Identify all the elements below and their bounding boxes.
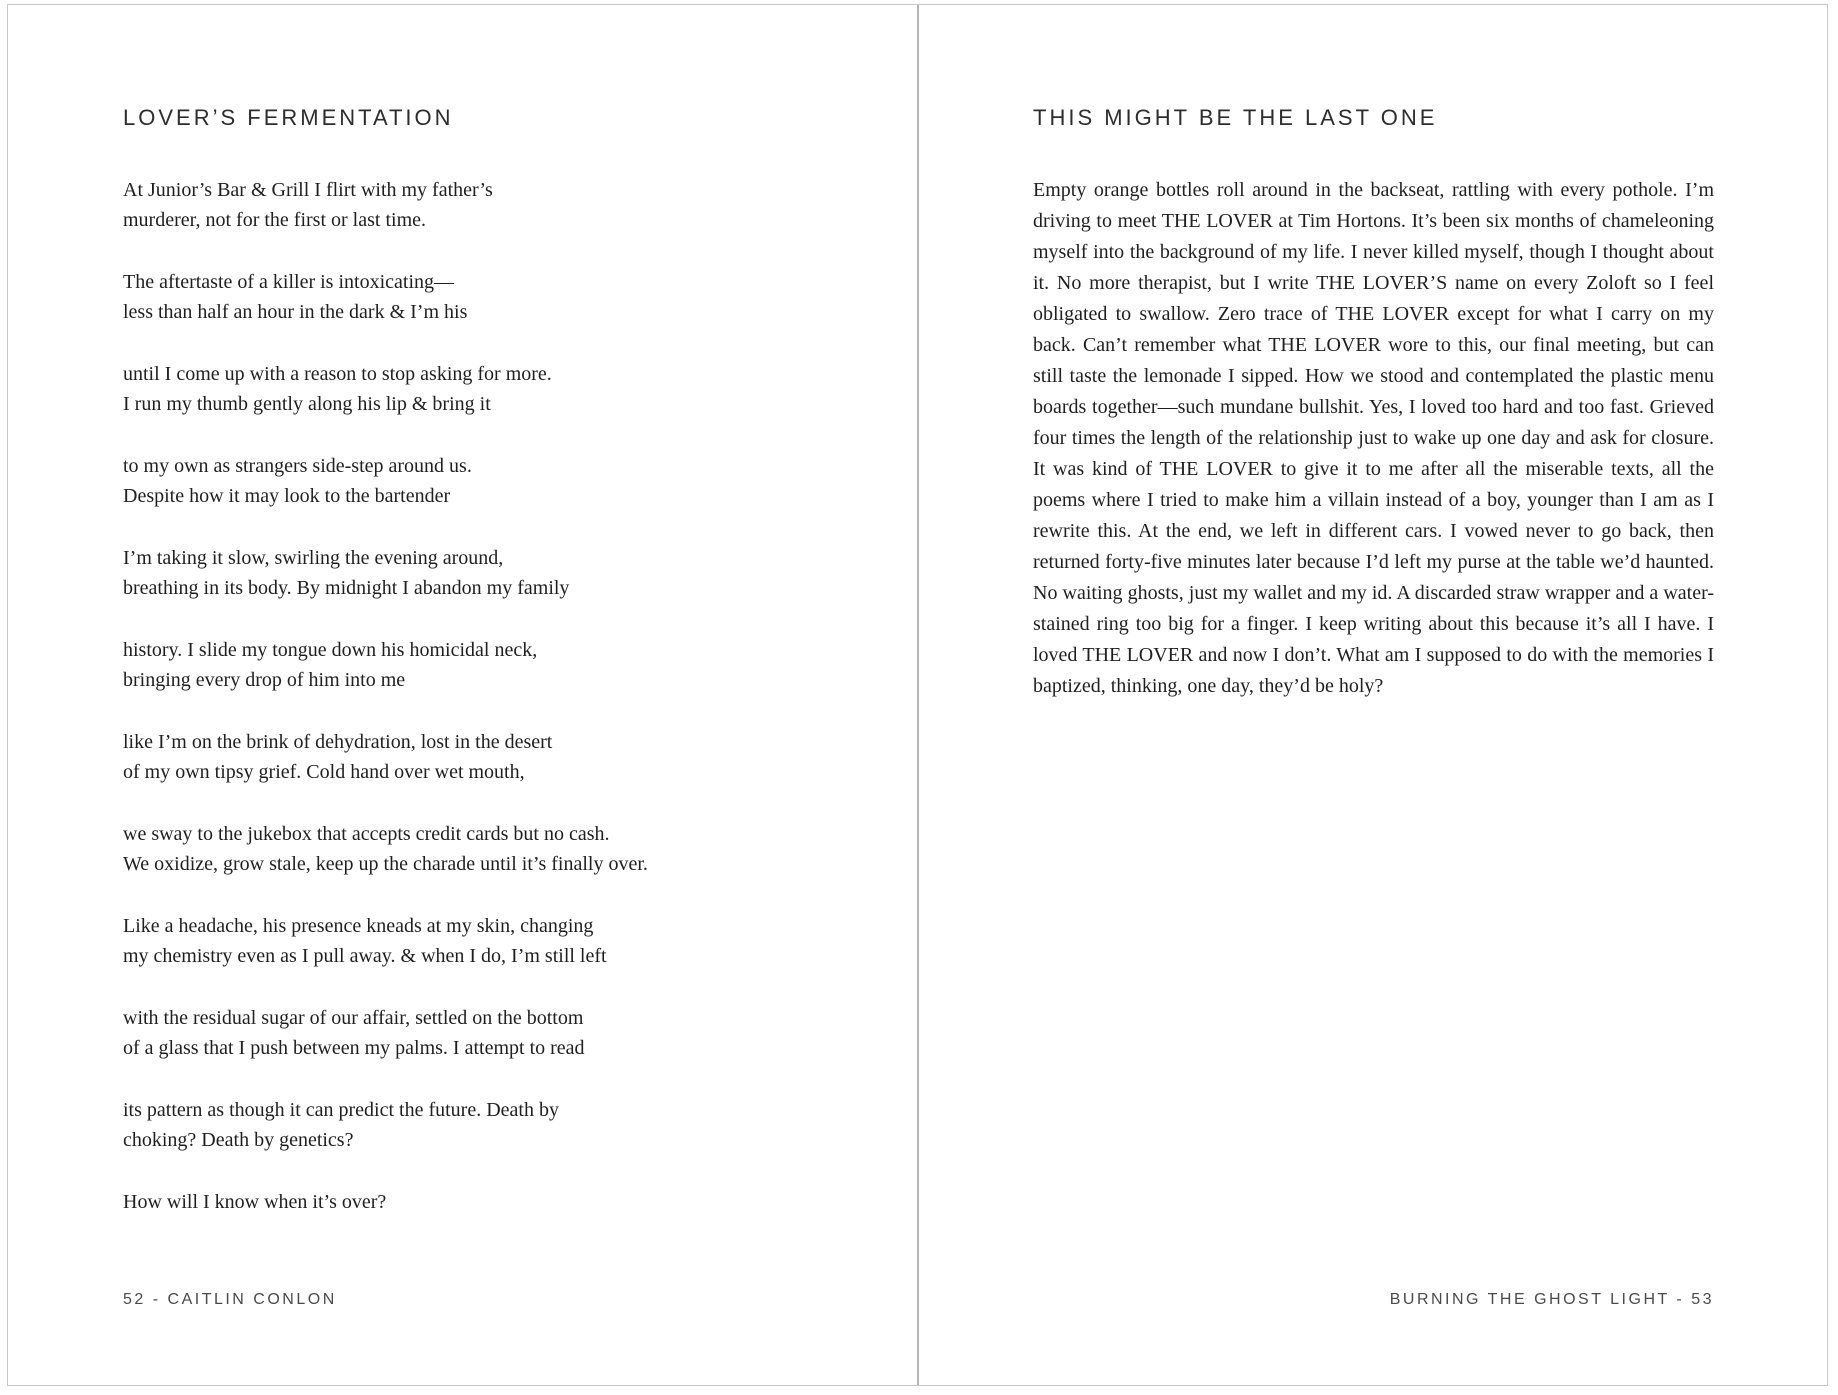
stanza [123, 267, 833, 327]
poem-line: of a glass that I push between my palms. I attempt to read [123, 1037, 585, 1059]
poem-line: like I’m on the brink of dehydration, lost in the desert [123, 731, 553, 753]
stanza [123, 451, 833, 511]
poem-line: with the residual sugar of our affair, settled on the bottom [123, 1007, 584, 1029]
poem-line: until I come up with a reason to stop asking for more. [123, 363, 552, 385]
stanza [123, 1095, 833, 1155]
poem-line: less than half an hour in the dark & I’m his [123, 301, 468, 323]
left-page-title: LOVER’S FERMENTATION [123, 105, 454, 130]
stanza [123, 727, 833, 787]
right-page-title: THIS MIGHT BE THE LAST ONE [1033, 105, 1438, 130]
poem-line: The aftertaste of a killer is intoxicating— [123, 271, 454, 293]
poem-body [123, 175, 833, 1217]
poem-line: I run my thumb gently along his lip & bring it [123, 393, 491, 415]
stanza [123, 175, 833, 235]
poem-line: breathing in its body. By midnight I abandon my family [123, 577, 570, 599]
poem-line: its pattern as though it can predict the future. Death by [123, 1099, 559, 1121]
stanza [123, 911, 833, 971]
poem-line: Like a headache, his presence kneads at my skin, changing [123, 915, 594, 937]
stanza [123, 543, 833, 603]
stanza [123, 1187, 833, 1217]
stanza [123, 359, 833, 419]
left-page [8, 5, 918, 1385]
poem-line: my chemistry even as I pull away. & when I do, I’m still left [123, 945, 607, 967]
poem-line: How will I know when it’s over? [123, 1191, 387, 1213]
stanza [123, 1003, 833, 1063]
stanza [123, 635, 833, 695]
poem-line: bringing every drop of him into me [123, 669, 406, 691]
poem-line: We oxidize, grow stale, keep up the charade until it’s finally over. [123, 853, 648, 875]
poem-line: choking? Death by genetics? [123, 1129, 354, 1151]
poem-line: murderer, not for the first or last time. [123, 209, 426, 231]
prose-poem-body: Empty orange bottles roll around in the backseat, rattling with every pothole. I’m driving to meet THE LOVER at Tim Hortons. It’s been six months of chameleoning myself into the background of my life. I never killed myself, though I thought about it. No more therapist, but I write THE LOVER’S name on every Zoloft so I feel obligated to swallow. Zero trace of THE LOVER except for what I carry on my back. Can’t remember what THE LOVER wore to this, our final meeting, but can still taste the lemonade I sipped. How we stood and contemplated the plastic menu boards together—such mundane bullshit. Yes, I loved too hard and too fast. Grieved four times the length of the relationship just to wake up one day and ask for closure. It was kind of THE LOVER to give it to me after all the miserable texts, all the poems where I tried to make him a villain instead of a boy, younger than I am as I rewrite this. At the end, we left in different cars. I vowed never to go back, then returned forty-five minutes later because I’d left my purse at the table we’d haunted. No waiting ghosts, just my wallet and my id. A discarded straw wrapper and a water-stained ring too big for a finger. I keep writing about this because it’s all I have. I loved THE LOVER and now I don’t. What am I supposed to do with the memories I baptized, thinking, one day, they’d be holy? [1033, 179, 1714, 697]
poem-line: I’m taking it slow, swirling the evening around, [123, 547, 504, 569]
left-page-footer: 52 - CAITLIN CONLON [123, 1291, 337, 1308]
poem-line: of my own tipsy grief. Cold hand over wet mouth, [123, 761, 525, 783]
poem-line: history. I slide my tongue down his homicidal neck, [123, 639, 538, 661]
book-spread [7, 4, 1828, 1386]
poem-line: At Junior’s Bar & Grill I flirt with my father’s [123, 179, 493, 201]
poem-line: Despite how it may look to the bartender [123, 485, 451, 507]
right-page [918, 5, 1829, 1385]
poem-line: to my own as strangers side-step around us. [123, 455, 472, 477]
poem-line: we sway to the jukebox that accepts credit cards but no cash. [123, 823, 610, 845]
right-page-footer: BURNING THE GHOST LIGHT - 53 [1389, 1291, 1714, 1308]
stanza [123, 819, 833, 879]
